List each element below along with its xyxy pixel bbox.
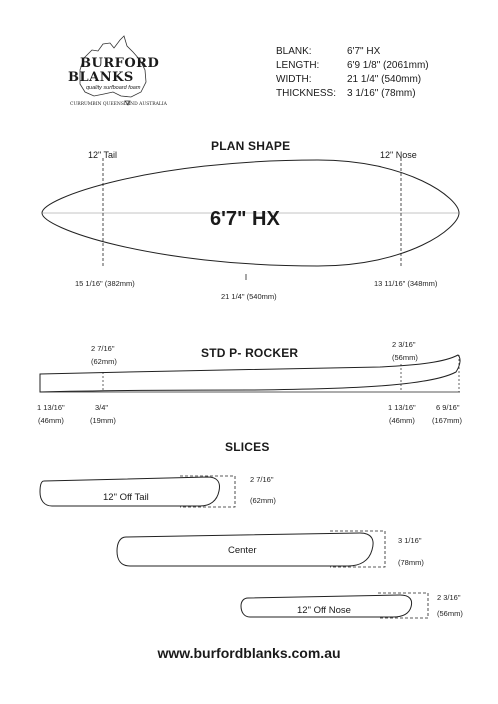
rocker-nose12-in: 2 3/16" [392,340,416,349]
spec-value-width: 21 1/4" (540mm) [347,74,422,85]
rocker-tail12-mm: (62mm) [91,357,117,366]
slice-center-mm: (78mm) [398,558,424,567]
logo-tagline: quality surfboard foam [86,85,141,91]
plan-nose-width: 13 11/16" (348mm) [374,279,438,288]
slices-heading: SLICES [225,440,270,454]
rocker-tail12-in: 2 7/16" [91,344,115,353]
slice-tail-mm: (62mm) [250,496,276,505]
logo-line1: BURFORD [80,56,160,71]
spec-value-thickness: 3 1/16" (78mm) [347,88,416,99]
rocker-heading: STD P- ROCKER [201,346,299,360]
slice-center-dim [330,531,385,567]
slice-center-label: Center [228,545,257,556]
rocker-mid-mm: (19mm) [90,416,116,425]
rocker-tip-in: 6 9/16" [436,403,460,412]
spec-label-blank: BLANK: [276,46,312,57]
plan-tail-width: 15 1/16" (382mm) [75,279,135,288]
slice-nose-in: 2 3/16" [437,593,461,602]
spec-label-width: WIDTH: [276,74,312,85]
rocker-nose-mm: (46mm) [389,416,415,425]
rocker-tail-in: 1 13/16" [37,403,65,412]
rocker-tail-mm: (46mm) [38,416,64,425]
spec-label-thickness: THICKNESS: [276,88,337,99]
logo-location: CURRUMBIN QUEENSLAND AUSTRALIA [70,102,167,107]
slice-tail-dim [180,476,235,507]
slice-nose-dim [378,593,428,618]
slice-nose-mm: (56mm) [437,609,463,618]
plan-tail-label: 12" Tail [88,150,118,160]
rocker-mid-in: 3/4" [95,403,109,412]
plan-center-width: 21 1/4" (540mm) [221,292,277,301]
rocker-tip-mm: (167mm) [432,416,463,425]
plan-heading: PLAN SHAPE [211,139,291,153]
logo-line2: BLANKS [68,70,134,85]
spec-value-length: 6'9 1/8" (2061mm) [347,60,429,71]
slice-center-in: 3 1/16" [398,536,422,545]
spec-value-blank: 6'7" HX [347,46,381,57]
slice-nose-label: 12" Off Nose [297,605,351,616]
slice-tail-in: 2 7/16" [250,475,274,484]
spec-label-length: LENGTH: [276,60,320,71]
rocker-nose12-mm: (56mm) [392,353,418,362]
plan-model: 6'7" HX [210,208,280,230]
rocker-nose-in: 1 13/16" [388,403,416,412]
slice-tail-label: 12" Off Tail [103,492,149,503]
footer-url[interactable]: www.burfordblanks.com.au [157,645,341,661]
plan-nose-label: 12" Nose [380,150,417,160]
